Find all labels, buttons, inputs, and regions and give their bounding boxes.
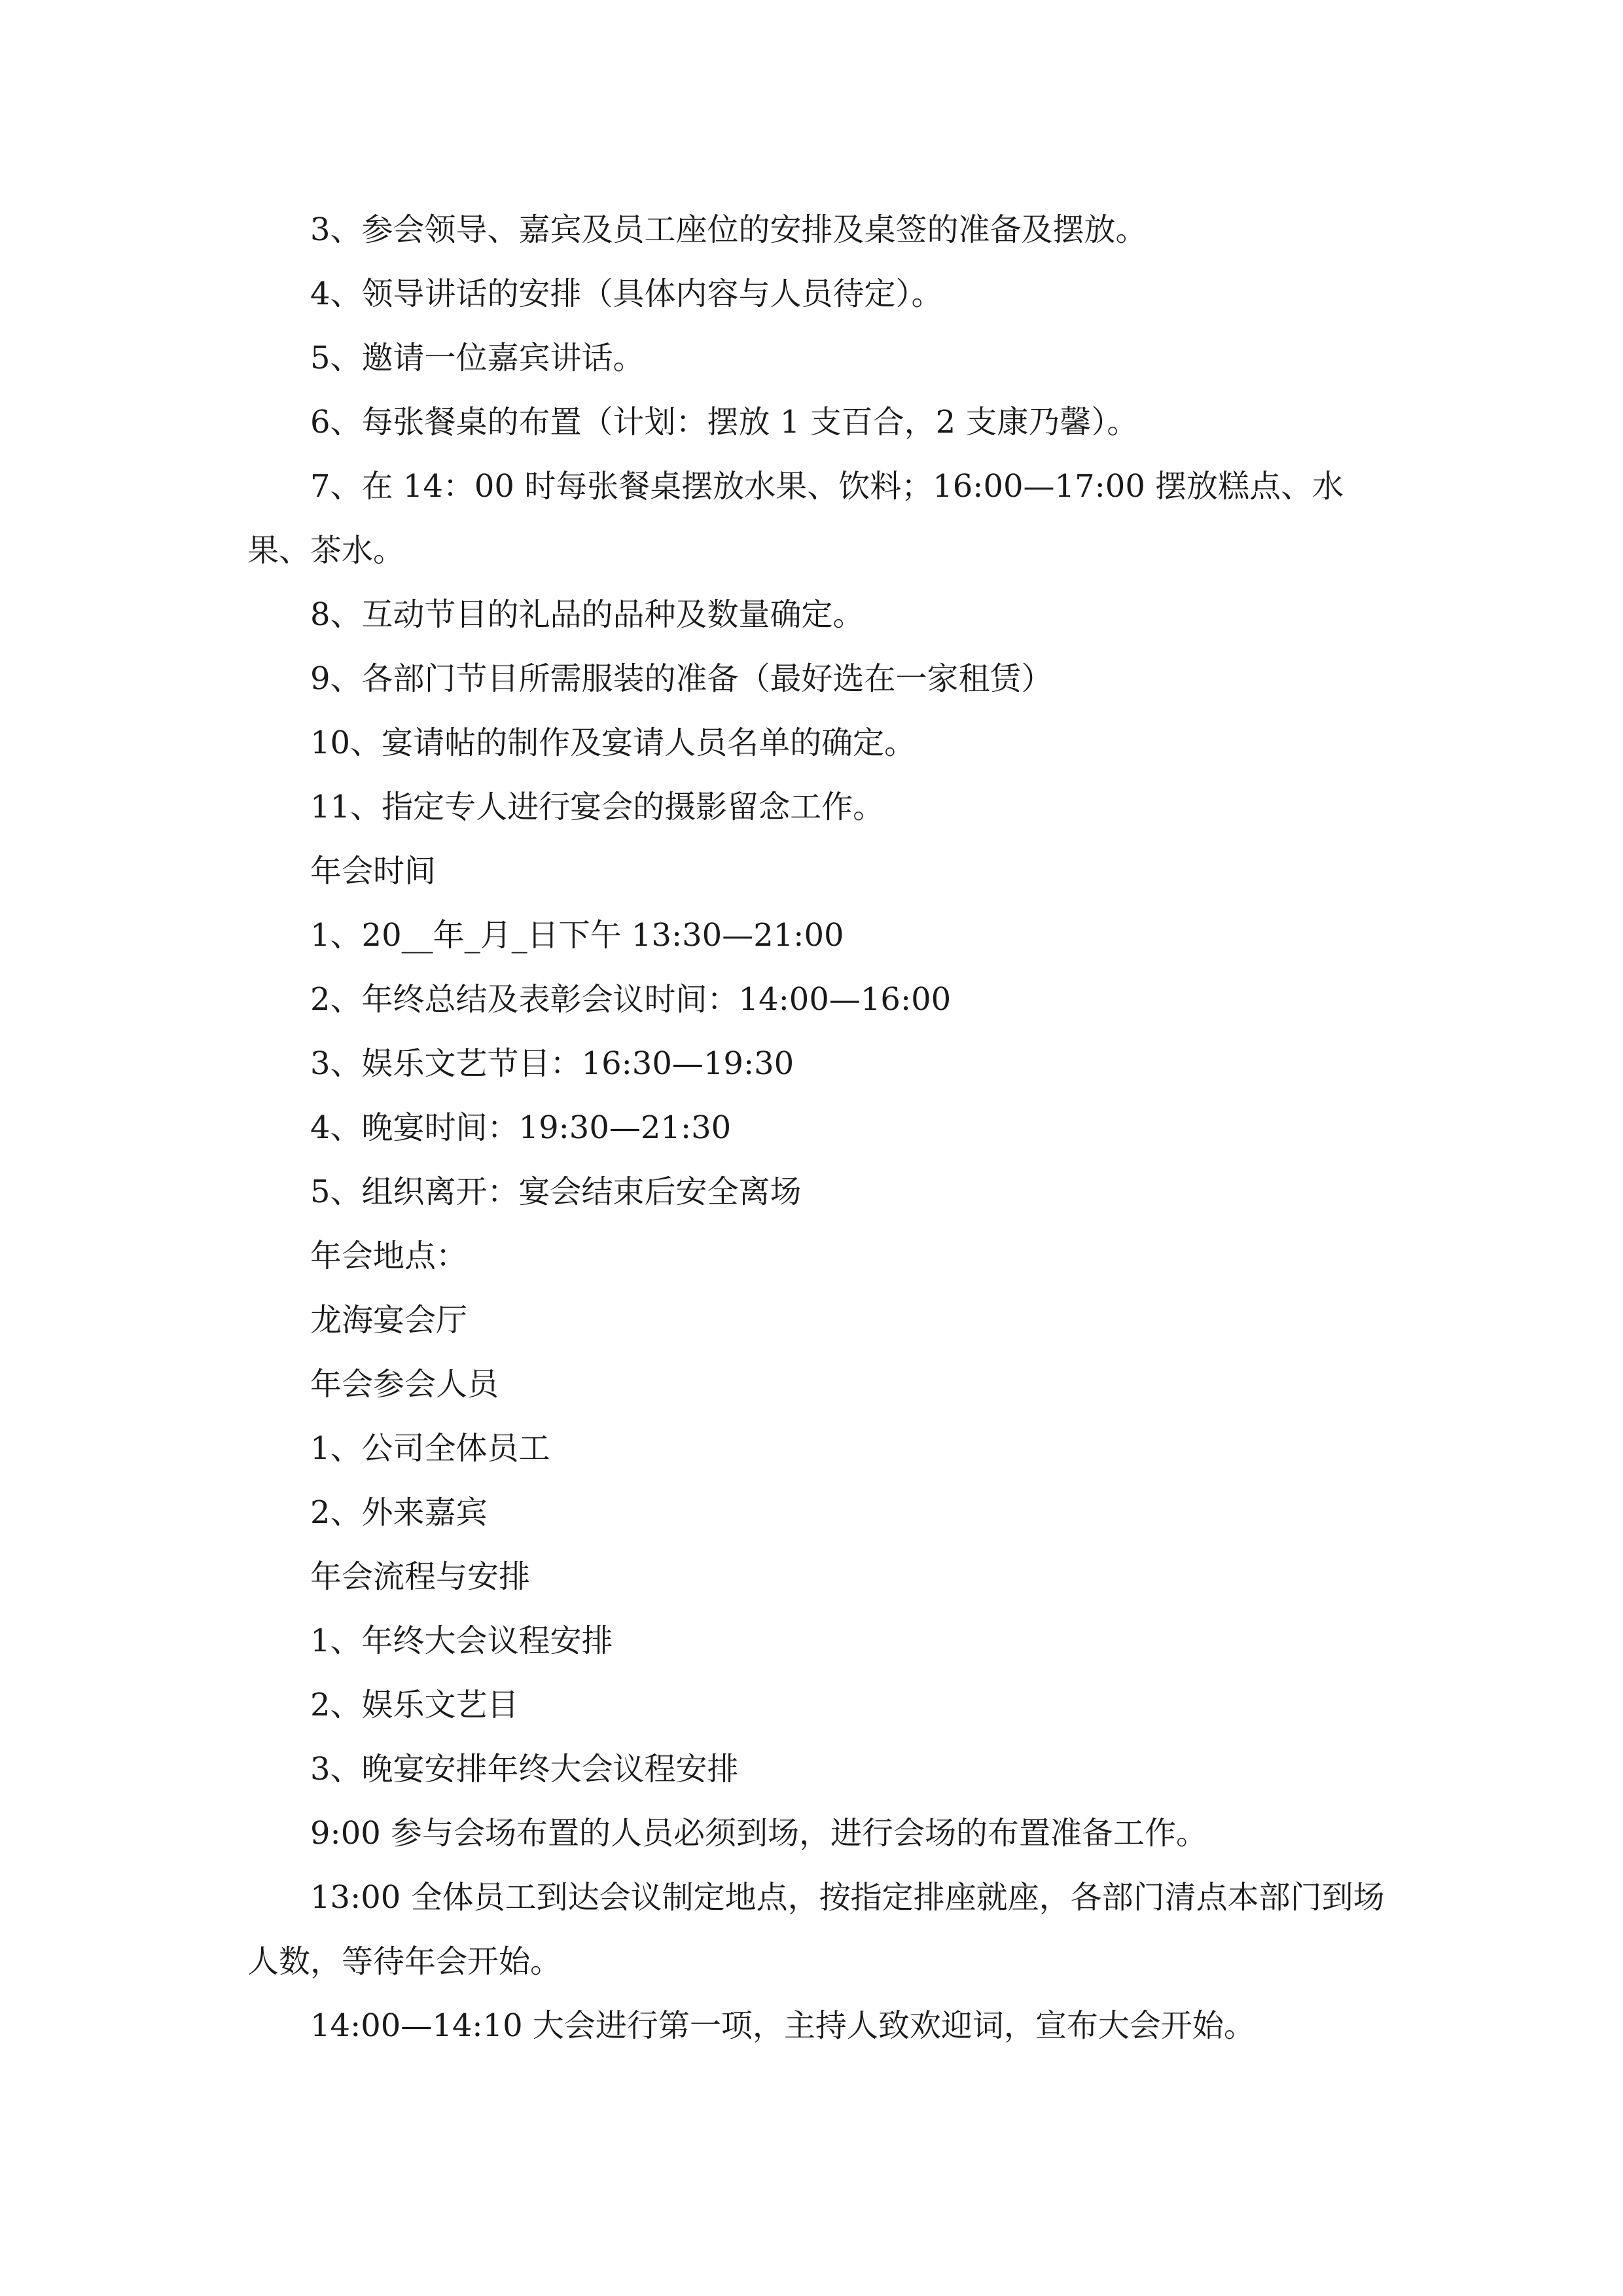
- paragraph-prep-guest-speech: 5、邀请一位嘉宾讲话。: [310, 340, 645, 376]
- paragraph-time-date: 1、20__年_月_日下午 13:30—21:00: [310, 917, 844, 954]
- paragraph-prep-costumes: 9、各部门节目所需服装的准备（最好选在一家租赁）: [310, 660, 1053, 697]
- document-body: [247, 198, 1386, 2058]
- paragraph-attendees-staff: 1、公司全体员工: [310, 1430, 550, 1467]
- section-heading-attendees: 年会参会人员: [310, 1366, 499, 1403]
- paragraph-prep-leader-speech: 4、领导讲话的安排（具体内容与人员待定）。: [310, 276, 943, 312]
- paragraph-time-banquet: 4、晚宴时间：19:30—21:30: [310, 1109, 732, 1146]
- paragraph-attendees-guests: 2、外来嘉宾: [310, 1494, 488, 1531]
- paragraph-prep-photography: 11、指定专人进行宴会的摄影留念工作。: [310, 789, 885, 825]
- paragraph-agenda-banquet: 3、晚宴安排年终大会议程安排: [310, 1751, 739, 1787]
- paragraph-schedule-1300: 13:00 全体员工到达会议制定地点，按指定排座就座，各部门清点本部门到场人数，等待年会开始。: [247, 1879, 1385, 1980]
- paragraph-prep-table-decor: 6、每张餐桌的布置（计划：摆放 1 支百合，2 支康乃馨）。: [310, 404, 1139, 440]
- paragraph-time-summary-meeting: 2、年终总结及表彰会议时间：14:00—16:00: [310, 981, 952, 1018]
- paragraph-prep-refreshments: 7、在 14：00 时每张餐桌摆放水果、饮料；16:00—17:00 摆放糕点、水果、茶水。: [247, 468, 1344, 569]
- paragraph-agenda-entertainment: 2、娱乐文艺目: [310, 1687, 519, 1723]
- paragraph-agenda-meeting: 1、年终大会议程安排: [310, 1623, 613, 1659]
- paragraph-schedule-1400: 14:00—14:10 大会进行第一项，主持人致欢迎词，宣布大会开始。: [310, 2007, 1255, 2044]
- paragraph-time-departure: 5、组织离开：宴会结束后安全离场: [310, 1174, 802, 1210]
- paragraph-time-entertainment: 3、娱乐文艺节目：16:30—19:30: [310, 1045, 794, 1082]
- paragraph-prep-seating: 3、参会领导、嘉宾及员工座位的安排及桌签的准备及摆放。: [310, 211, 1147, 248]
- paragraph-prep-gifts: 8、互动节目的礼品的品种及数量确定。: [310, 596, 865, 633]
- section-heading-time: 年会时间: [310, 853, 437, 889]
- paragraph-location-venue: 龙海宴会厅: [310, 1302, 468, 1338]
- paragraph-schedule-0900: 9:00 参与会场布置的人员必须到场，进行会场的布置准备工作。: [310, 1815, 1208, 1852]
- paragraph-prep-invitations: 10、宴请帖的制作及宴请人员名单的确定。: [310, 725, 916, 761]
- section-heading-location: 年会地点：: [310, 1238, 468, 1274]
- section-heading-agenda: 年会流程与安排: [310, 1558, 531, 1595]
